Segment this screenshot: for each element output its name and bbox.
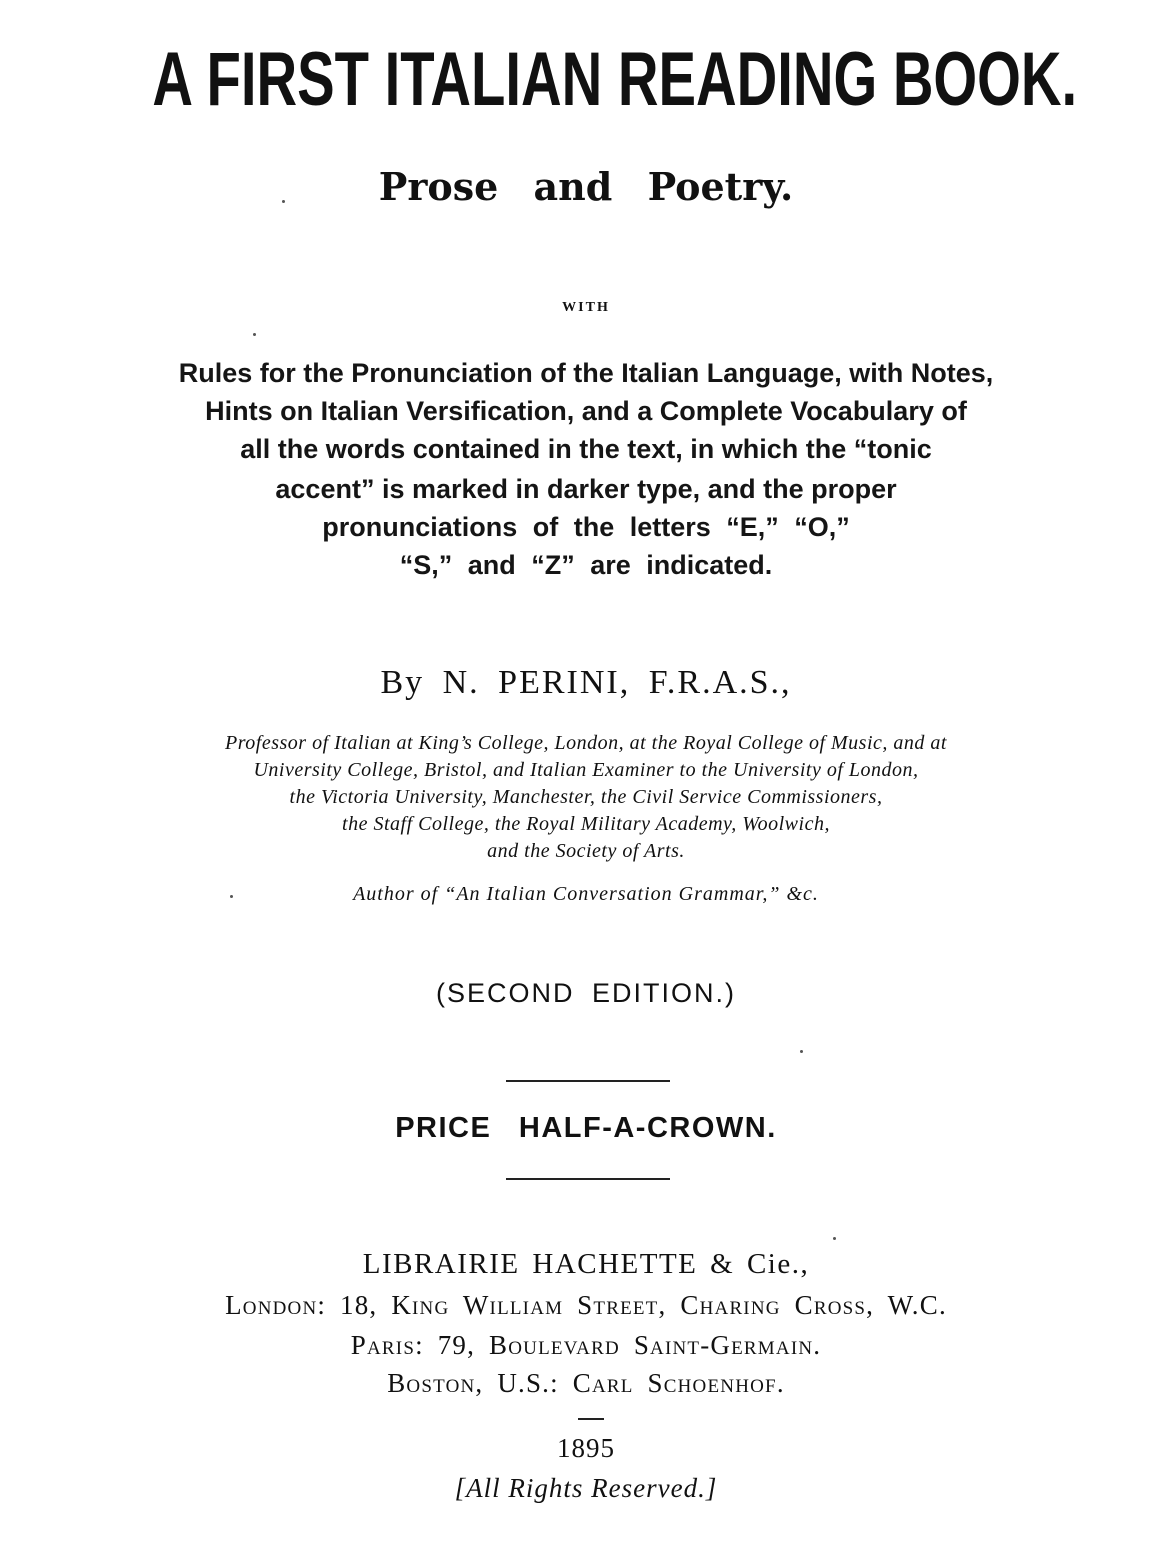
credentials-line: University College, Bristol, and Italian Examiner to the University of London, (253, 759, 919, 781)
print-speck (833, 1237, 836, 1240)
author-line: By N. PERINI, F.R.A.S., (380, 664, 792, 701)
publication-year: 1895 (557, 1433, 615, 1463)
description-line: Rules for the Pronunciation of the Italian Language, with Notes, (178, 358, 994, 388)
address-line: Paris: 79, Boulevard Saint-Germain. (350, 1330, 822, 1360)
credentials-line: and the Society of Arts. (487, 840, 685, 862)
edition-label: (SECOND EDITION.) (435, 978, 736, 1008)
print-speck (800, 1050, 803, 1053)
address-line: London: 18, King William Street, Charing Cross, W.C. (225, 1290, 947, 1320)
rights-notice: [All Rights Reserved.] (454, 1473, 718, 1503)
address-line: Boston, U.S.: Carl Schoenhof. (387, 1368, 785, 1398)
with-label: WITH (562, 300, 610, 315)
credentials-line: Professor of Italian at King’s College, London, at the Royal College of Music, and at (225, 732, 947, 754)
divider-rule (506, 1178, 670, 1180)
book-title: A FIRST ITALIAN READING BOOK. (152, 37, 1078, 122)
description-line: pronunciations of the letters “E,” “O,” (322, 512, 850, 542)
description-line: all the words contained in the text, in which the “tonic (240, 434, 932, 464)
divider-rule (578, 1418, 604, 1420)
description-line: accent” is marked in darker type, and the proper (275, 474, 897, 504)
description-line: “S,” and “Z” are indicated. (399, 550, 773, 580)
price-label: PRICE HALF-A-CROWN. (395, 1112, 777, 1144)
credentials-line: the Victoria University, Manchester, the Civil Service Commissioners, (289, 786, 883, 808)
publisher-name: LIBRAIRIE HACHETTE & Cie., (362, 1248, 810, 1280)
description-line: Hints on Italian Versification, and a Complete Vocabulary of (205, 396, 967, 426)
print-speck (230, 895, 233, 898)
print-speck (282, 200, 285, 203)
credentials-line: the Staff College, the Royal Military Academy, Woolwich, (342, 813, 830, 835)
print-speck (253, 333, 256, 336)
other-works: Author of “An Italian Conversation Grammar,” &c. (353, 883, 819, 905)
divider-rule (506, 1080, 670, 1082)
book-subtitle: Prose and Poetry. (378, 164, 794, 209)
